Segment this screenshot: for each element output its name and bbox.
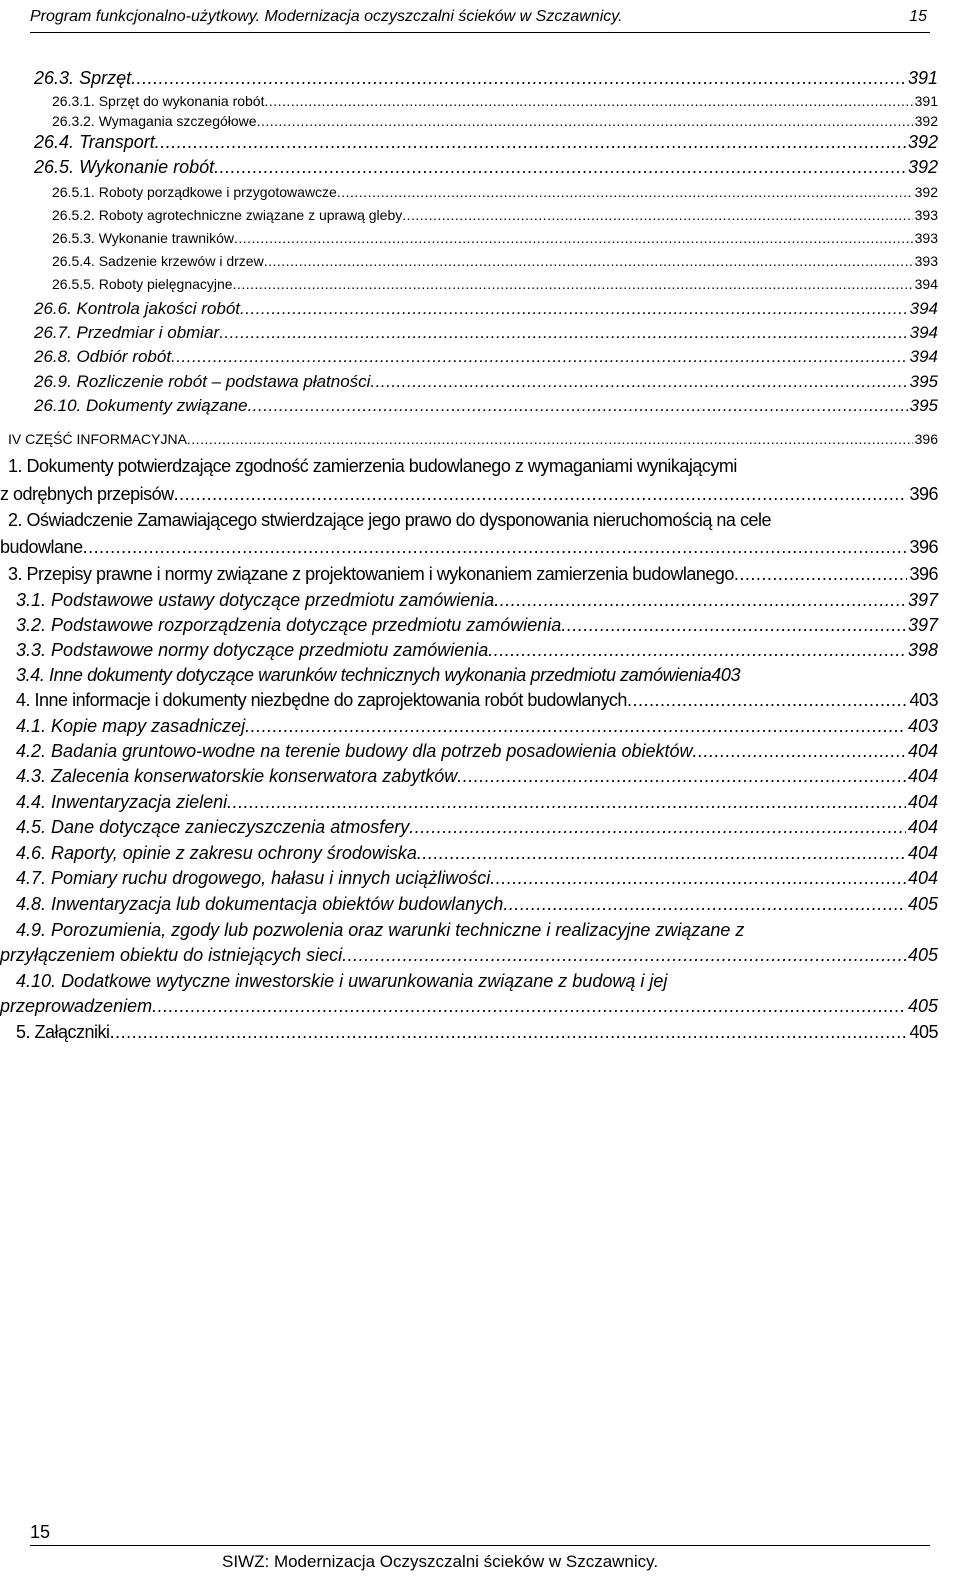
toc-entry[interactable]: 3.1. Podstawowe ustawy dotyczące przedmiotu zamówienia ..... 397 bbox=[16, 590, 938, 611]
header-title: Program funkcjonalno-użytkowy. Modernizacja oczyszczalni ścieków w Szczawnicy. bbox=[30, 8, 623, 25]
toc-entry[interactable]: 26.5.1. Roboty porządkowe i przygotowawcze ..... 392 bbox=[52, 184, 938, 200]
toc-entry[interactable]: 3. Przepisy prawne i normy związane z projektowaniem i wykonaniem zamierzenia budowlanego ..... 396 bbox=[8, 564, 938, 585]
toc-entry[interactable]: 4.6. Raporty, opinie z zakresu ochrony środowiska ..... 404 bbox=[16, 843, 938, 864]
footer-divider bbox=[30, 1545, 930, 1546]
toc-entry[interactable]: 3.4. Inne dokumenty dotyczące warunków technicznych wykonania przedmiotu zamówienia403 bbox=[16, 665, 741, 685]
toc-entry[interactable]: 26.4. Transport ..... 392 bbox=[34, 132, 938, 153]
toc-entry[interactable]: 26.9. Rozliczenie robót – podstawa płatności ..... 395 bbox=[34, 372, 938, 392]
toc-entry[interactable]: 26.3.2. Wymagania szczegółowe ..... 392 bbox=[52, 113, 938, 129]
toc-entry[interactable]: budowlane ..... 396 bbox=[0, 537, 938, 558]
footer-page-number: 15 bbox=[30, 1522, 51, 1542]
toc-entry[interactable]: 5. Załączniki ..... 405 bbox=[16, 1022, 938, 1043]
footer-text: SIWZ: Modernizacja Oczyszczalni ścieków w Szczawnicy. bbox=[222, 1552, 659, 1571]
toc-entry[interactable]: 26.5. Wykonanie robót ..... 392 bbox=[34, 157, 938, 178]
toc-entry[interactable]: 26.3. Sprzęt ..... 391 bbox=[34, 68, 938, 89]
toc-entry[interactable]: IV CZĘŚĆ INFORMACYJNA ..... 396 bbox=[8, 431, 938, 447]
toc-entry[interactable]: 26.5.5. Roboty pielęgnacyjne ..... 394 bbox=[52, 276, 938, 292]
toc-entry[interactable]: 4.1. Kopie mapy zasadniczej ..... 403 bbox=[16, 716, 938, 737]
toc-entry[interactable]: przeprowadzeniem ..... 405 bbox=[0, 996, 938, 1017]
toc-entry-line1[interactable]: 2. Oświadczenie Zamawiającego stwierdzające jego prawo do dysponowania nieruchomością na cele bbox=[8, 510, 771, 530]
toc-entry[interactable]: 26.5.4. Sadzenie krzewów i drzew ..... 393 bbox=[52, 253, 938, 269]
toc-entry[interactable]: 4.2. Badania gruntowo-wodne na terenie budowy dla potrzeb posadowienia obiektów ..... 404 bbox=[16, 741, 938, 762]
header-page-number: 15 bbox=[909, 8, 927, 25]
toc-entry[interactable]: 3.3. Podstawowe normy dotyczące przedmiotu zamówienia ..... 398 bbox=[16, 640, 938, 661]
page-header bbox=[30, 6, 930, 33]
toc-entry[interactable]: 4. Inne informacje i dokumenty niezbędne do zaprojektowania robót budowlanych ..... 403 bbox=[16, 690, 938, 711]
toc-entry[interactable]: 26.7. Przedmiar i obmiar ..... 394 bbox=[34, 323, 938, 343]
toc-entry-line1[interactable]: 1. Dokumenty potwierdzające zgodność zamierzenia budowlanego z wymaganiami wynikającymi bbox=[8, 456, 737, 476]
toc-entry[interactable]: 26.8. Odbiór robót ..... 394 bbox=[34, 347, 938, 367]
toc-entry[interactable]: 26.5.2. Roboty agrotechniczne związane z uprawą gleby ..... 393 bbox=[52, 207, 938, 223]
toc-entry[interactable]: 4.8. Inwentaryzacja lub dokumentacja obiektów budowlanych ..... 405 bbox=[16, 894, 938, 915]
toc-entry[interactable]: 26.3.1. Sprzęt do wykonania robót ..... 391 bbox=[52, 93, 938, 109]
toc-entry[interactable]: 3.2. Podstawowe rozporządzenia dotyczące przedmiotu zamówienia ..... 397 bbox=[16, 615, 938, 636]
toc-entry[interactable]: 26.6. Kontrola jakości robót ..... 394 bbox=[34, 299, 938, 319]
toc-entry[interactable]: 26.10. Dokumenty związane ..... 395 bbox=[34, 396, 938, 416]
toc-entry[interactable]: 26.5.3. Wykonanie trawników ..... 393 bbox=[52, 230, 938, 246]
toc-entry[interactable]: 4.7. Pomiary ruchu drogowego, hałasu i innych uciążliwości ..... 404 bbox=[16, 868, 938, 889]
toc-entry-line1[interactable]: 4.10. Dodatkowe wytyczne inwestorskie i uwarunkowania związane z budową i jej bbox=[16, 971, 668, 991]
toc-entry[interactable]: z odrębnych przepisów ..... 396 bbox=[0, 484, 938, 505]
toc-entry-line1[interactable]: 4.9. Porozumienia, zgody lub pozwolenia oraz warunki techniczne i realizacyjne związane z bbox=[16, 920, 745, 940]
toc-entry[interactable]: 4.3. Zalecenia konserwatorskie konserwatora zabytków ..... 404 bbox=[16, 766, 938, 787]
toc-entry[interactable]: 4.5. Dane dotyczące zanieczyszczenia atmosfery ..... 404 bbox=[16, 817, 938, 838]
toc-entry[interactable]: 4.4. Inwentaryzacja zieleni ..... 404 bbox=[16, 792, 938, 813]
toc-entry[interactable]: przyłączeniem obiektu do istniejących sieci ..... 405 bbox=[0, 945, 938, 966]
